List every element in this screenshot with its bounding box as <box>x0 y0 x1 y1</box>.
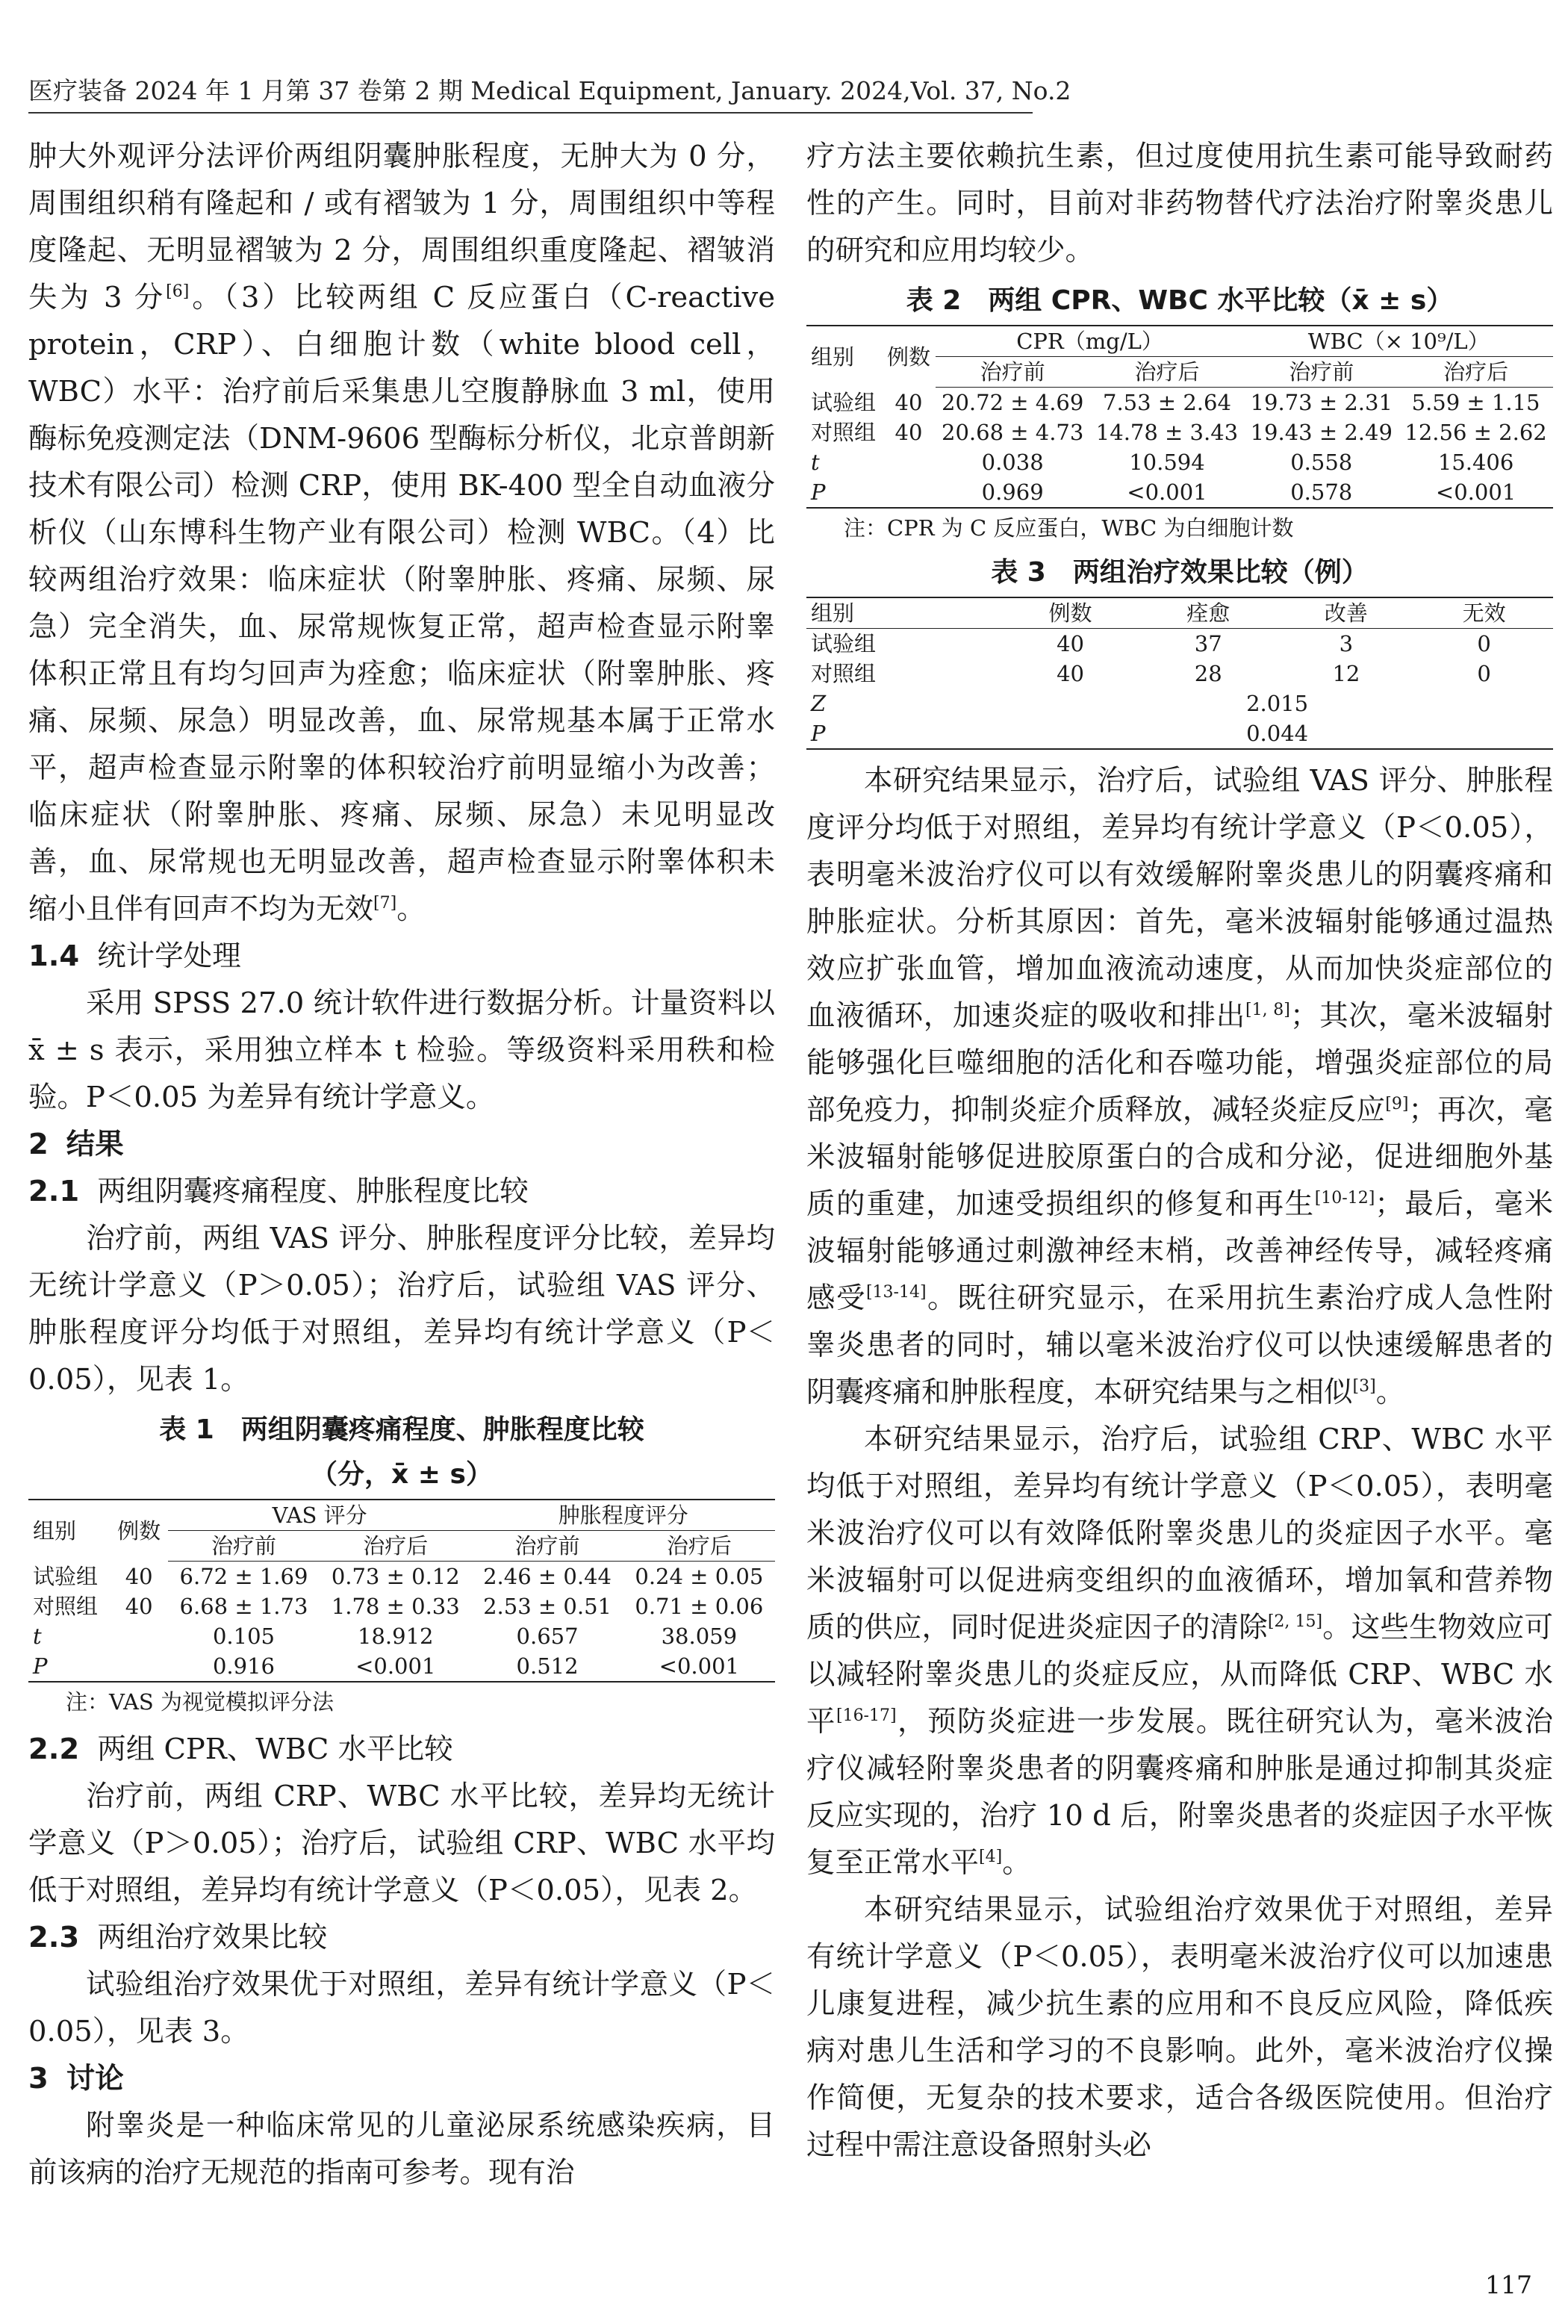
col-n: 例数 <box>882 326 936 388</box>
col-ineffective: 无效 <box>1415 597 1553 629</box>
table-cell: 40 <box>1057 631 1084 656</box>
table-cell <box>28 1621 110 1651</box>
table-cell: 对照组 <box>811 661 877 686</box>
table-cell: 2.53 ± 0.51 <box>483 1594 612 1619</box>
table-row <box>28 1562 775 1592</box>
table-row <box>806 447 1553 477</box>
left-paragraph-methods <box>28 133 775 933</box>
table-cell <box>28 1651 110 1682</box>
table1-note: 注：VAS 为视觉模拟评分法 <box>66 1689 335 1715</box>
table-cell: 对照组 <box>33 1594 99 1619</box>
stat-label: P <box>33 1653 48 1679</box>
table-cell: 19.43 ± 2.49 <box>1250 420 1393 445</box>
text-span: 。这些生物效应可以减轻附睾炎患儿的炎症反应，从而降低 CRP、WBC 水平 <box>806 1611 1553 1739</box>
table-cell: 14.78 ± 3.43 <box>1095 420 1239 445</box>
col-wbc: WBC（× 10⁹/L） <box>1244 326 1553 357</box>
table-row <box>806 417 1553 447</box>
table-cell <box>882 477 936 508</box>
table-cell: 0.657 <box>516 1624 579 1649</box>
col-vas: VAS 评分 <box>168 1500 472 1531</box>
section-heading-2 <box>28 1121 775 1168</box>
table-cell: 3 <box>1339 631 1354 656</box>
table-cell: 15.406 <box>1437 450 1514 475</box>
table-row <box>806 718 1553 749</box>
table-cell: 1.78 ± 0.33 <box>331 1594 460 1619</box>
paragraph-discussion-3: 本研究结果显示，试验组治疗效果优于对照组，差异有统计学意义（P＜0.05），表明毫米波治疗仪可以加速患儿康复进程，减少抗生素的应用和不良反应风险，降低疾病对患儿生活和学习的不良影响。此外，毫米波治疗仪操作简便，无复杂的技术要求，适合各级医院使用。但治疗过程中需注意设备照射头必 <box>806 1893 1553 2162</box>
stat-label: t <box>33 1624 42 1649</box>
paragraph-result-2-3: 试验组治疗效果优于对照组，差异有统计学意义（P＜0.05），见表 3。 <box>28 1968 775 2048</box>
table-cell: 0 <box>1477 661 1491 686</box>
table-cell <box>806 477 882 508</box>
col-group: 组别 <box>28 1500 110 1562</box>
table3-title: 表 3 两组治疗效果比较（例） <box>991 557 1369 588</box>
table-cell: 7.53 ± 2.64 <box>1103 390 1231 415</box>
table-cell: 19.73 ± 2.31 <box>1250 390 1393 415</box>
section-number: 2.3 <box>28 1921 80 1954</box>
table-cell: 0.916 <box>168 1651 320 1682</box>
table-cell <box>806 447 882 477</box>
text-span: 肿大外观评分法评价两组阴囊肿胀程度，无肿大为 0 分，周围组织稍有隆起和 / 或有褶皱为 1 分，周围组织中等程度隆起、无明显褶皱为 2 分，周围组织重度隆起、褶皱消失为 3 分 <box>28 140 775 314</box>
citation: [9] <box>1385 1095 1409 1114</box>
col-cured: 痊愈 <box>1139 597 1278 629</box>
table-cell <box>110 1651 167 1682</box>
table-cell: 20.68 ± 4.73 <box>942 420 1084 445</box>
paragraph-discussion-2 <box>806 1416 1553 1886</box>
text-span: 本研究结果显示，治疗后，试验组 CRP、WBC 水平均低于对照组，差异均有统计学意义（P＜0.05），表明毫米波治疗仪可以有效降低附睾炎患儿的炎症因子水平。毫米波辐射可以促进病变组织的血液循环，增加氧和营养物质的供应，同时促进炎症因子的清除 <box>806 1423 1553 1644</box>
section-title: 两组治疗效果比较 <box>97 1921 328 1954</box>
section-number: 3 <box>28 2062 49 2095</box>
table-row <box>28 1621 775 1651</box>
table-cell: 0.512 <box>471 1651 623 1682</box>
table-cell: 20.72 ± 4.69 <box>942 390 1084 415</box>
table-row <box>806 659 1553 689</box>
citation: [10-12] <box>1314 1189 1375 1208</box>
citation: [6] <box>166 282 190 302</box>
col-after: 治疗后 <box>1399 357 1553 388</box>
table-cell: 0.578 <box>1244 477 1399 508</box>
col-after: 治疗后 <box>623 1531 775 1562</box>
table-cell: 6.72 ± 1.69 <box>179 1564 308 1589</box>
stat-label: t <box>811 450 820 475</box>
table-cell: 12.56 ± 2.62 <box>1404 420 1547 445</box>
table-cell: 0.71 ± 0.06 <box>635 1594 764 1619</box>
table-cell: 0.038 <box>981 450 1044 475</box>
citation: [4] <box>979 1848 1003 1867</box>
section-title: 结果 <box>66 1128 124 1161</box>
text-span: 本研究结果显示，治疗后，试验组 VAS 评分、肿胀程度评分均低于对照组，差异均有统计学意义（P＜0.05），表明毫米波治疗仪可以有效缓解附睾炎患儿的阴囊疼痛和肿胀症状。分析其原因：首先，毫米波辐射能够通过温热效应扩张血管，增加血液流动速度，从而加快炎症部位的血液循环，加速炎症的吸收和排出 <box>806 764 1553 1033</box>
text-span: 。既往研究显示，在采用抗生素治疗成人急性附睾炎患者的同时，辅以毫米波治疗仪可以快速缓解患者的阴囊疼痛和肿胀程度，本研究结果与之相似 <box>806 1281 1553 1409</box>
table-row <box>806 388 1553 418</box>
section-number: 2 <box>28 1128 49 1161</box>
table1-title: 表 1 两组阴囊疼痛程度、肿胀程度比较 <box>159 1414 644 1445</box>
table-cell: 0 <box>1477 631 1491 656</box>
col-crp: CPR（mg/L） <box>936 326 1245 357</box>
table-cell <box>882 447 936 477</box>
paragraph-result-2-2: 治疗前，两组 CRP、WBC 水平比较，差异均无统计学意义（P＞0.05）；治疗后，试验组 CRP、WBC 水平均低于对照组，差异均有统计学意义（P＜0.05），见表 2。 <box>28 1780 775 1907</box>
section-heading-1-4 <box>28 933 775 980</box>
table-cell: 40 <box>1057 661 1084 686</box>
col-before: 治疗前 <box>168 1531 320 1562</box>
table2-note: 注：CPR 为 C 反应蛋白，WBC 为白细胞计数 <box>844 515 1294 541</box>
col-before: 治疗前 <box>936 357 1090 388</box>
section-title: 两组阴囊疼痛程度、肿胀程度比较 <box>97 1175 529 1208</box>
citation: [13-14] <box>865 1283 927 1302</box>
table-cell: 试验组 <box>811 389 877 415</box>
text-span: ，预防炎症进一步发展。既往研究认为，毫米波治疗仪减轻附睾炎患者的阴囊疼痛和肿胀是通过抑制其炎症反应实现的，治疗 10 d 后，附睾炎患者的炎症因子水平恢复至正常水平 <box>806 1705 1553 1880</box>
table-cell: 12 <box>1332 661 1360 686</box>
text-span: ；其次，毫米波辐射能够强化巨噬细胞的活化和吞噬功能，增强炎症部位的局部免疫力，抑制炎症介质释放，减轻炎症反应 <box>806 999 1553 1127</box>
table-cell: 28 <box>1194 661 1222 686</box>
text-span: 。 <box>1002 1846 1031 1880</box>
table-cell: 0.105 <box>212 1624 275 1649</box>
section-heading-2-3 <box>28 1914 775 1961</box>
citation: [2, 15] <box>1267 1612 1323 1632</box>
citation: [3] <box>1352 1377 1376 1396</box>
text-span: 。 <box>1375 1376 1405 1409</box>
section-title: 统计学处理 <box>97 939 241 973</box>
citation: [7] <box>373 894 397 913</box>
table-cell: 37 <box>1194 631 1222 656</box>
table-cell: 0.73 ± 0.12 <box>331 1564 460 1589</box>
table-3 <box>806 597 1553 750</box>
section-heading-2-1 <box>28 1168 775 1215</box>
table-cell: <0.001 <box>1090 477 1245 508</box>
citation: [16-17] <box>836 1706 897 1726</box>
paragraph-discussion-1 <box>806 757 1553 1416</box>
table-cell: 对照组 <box>811 420 877 445</box>
table-cell: 40 <box>895 420 923 445</box>
text-span: 。（3）比较两组 C 反应蛋白（C-reactive protein，CRP）、白细胞计数（white blood cell，WBC）水平：治疗前后采集患儿空腹静脉血 3 ml，使用酶标免疫测定法（DNM-9606 型酶标分析仪，北京普朗新技术有限公司）检测 CRP，使用 BK-400 型全自动血液分析仪（山东博科生物产业有限公司）检测 WBC。（4）比较两组治疗效果：临床症状（附睾肿胀、疼痛、尿频、尿急）完全消失，血、尿常规恢复正常，超声检查显示附睾体积正常且有均匀回声为痊愈；临床症状（附睾肿胀、疼痛、尿频、尿急）明显改善，血、尿常规基本属于正常水平，超声检查显示附睾的体积较治疗前明显缩小为改善；临床症状（附睾肿胀、疼痛、尿频、尿急）未见明显改善，血、尿常规也无明显改善，超声检查显示附睾体积未缩小且伴有回声不均为无效 <box>28 281 775 926</box>
col-group: 组别 <box>806 326 882 388</box>
col-before: 治疗前 <box>1244 357 1399 388</box>
table-cell <box>110 1621 167 1651</box>
table-1 <box>28 1499 775 1683</box>
stat-label: P <box>811 479 826 505</box>
section-title: 讨论 <box>66 2062 124 2095</box>
table-cell: 38.059 <box>661 1624 738 1649</box>
text-span: ；最后，毫米波辐射能够通过刺激神经末梢，改善神经传导，减轻疼痛感受 <box>806 1187 1553 1315</box>
table-row <box>806 477 1553 508</box>
right-column <box>806 133 1553 2169</box>
paragraph-discussion-start: 附睾炎是一种临床常见的儿童泌尿系统感染疾病，目前该病的治疗无规范的指南可参考。现有治 <box>28 2109 775 2190</box>
col-improved: 改善 <box>1278 597 1416 629</box>
table-row <box>28 1651 775 1682</box>
table-cell: <0.001 <box>623 1651 775 1682</box>
table-cell: 2.015 <box>1246 691 1309 716</box>
stat-label: P <box>811 721 826 746</box>
text-span: 。 <box>396 892 426 926</box>
col-n: 例数 <box>1001 597 1139 629</box>
table-row <box>806 689 1553 718</box>
section-title: 两组 CPR、WBC 水平比较 <box>97 1733 453 1766</box>
table-cell: <0.001 <box>320 1651 471 1682</box>
running-header: 医疗装备 2024 年 1 月第 37 卷第 2 期 Medical Equipment, January. 2024,Vol. 37, No.2 <box>28 76 1071 105</box>
table1-subtitle: （分，x̄ ± s） <box>311 1459 493 1490</box>
table-cell: 0.558 <box>1290 450 1353 475</box>
section-heading-2-2 <box>28 1726 775 1773</box>
stat-label: Z <box>811 691 827 716</box>
table-row <box>28 1591 775 1621</box>
col-after: 治疗后 <box>320 1531 471 1562</box>
table-cell: 试验组 <box>33 1563 99 1589</box>
table-cell: 试验组 <box>811 631 877 656</box>
table-cell <box>806 718 1001 749</box>
table-cell: 40 <box>125 1594 153 1619</box>
table-cell <box>806 689 1001 718</box>
section-number: 1.4 <box>28 939 80 973</box>
table-cell: 10.594 <box>1129 450 1205 475</box>
col-before: 治疗前 <box>471 1531 623 1562</box>
col-group: 组别 <box>806 597 1001 629</box>
paragraph-result-2-1: 治疗前，两组 VAS 评分、肿胀程度评分比较，差异均无统计学意义（P＞0.05）；治疗后，试验组 VAS 评分、肿胀程度评分均低于对照组，差异均有统计学意义（P＜0.05），见表 1。 <box>28 1222 775 1396</box>
header-rule <box>28 112 1033 114</box>
col-after: 治疗后 <box>1090 357 1245 388</box>
table-cell: 5.59 ± 1.15 <box>1411 390 1540 415</box>
table-cell: 18.912 <box>358 1624 434 1649</box>
table-cell: 6.68 ± 1.73 <box>179 1594 308 1619</box>
col-swelling: 肿胀程度评分 <box>471 1500 775 1531</box>
col-n: 例数 <box>110 1500 167 1562</box>
table-cell: 40 <box>125 1563 153 1589</box>
citation: [1, 8] <box>1245 1001 1290 1020</box>
table-cell: <0.001 <box>1399 477 1553 508</box>
table-cell: 0.044 <box>1001 718 1553 749</box>
table-cell: 40 <box>895 389 923 415</box>
paragraph-statistics: 采用 SPSS 27.0 统计软件进行数据分析。计量资料以 x̄ ± s 表示，采用独立样本 t 检验。等级资料采用秩和检验。P＜0.05 为差异有统计学意义。 <box>28 987 775 1114</box>
table-2 <box>806 325 1553 509</box>
table-cell: 2.46 ± 0.44 <box>483 1564 612 1589</box>
paragraph-discussion-cont: 疗方法主要依赖抗生素，但过度使用抗生素可能导致耐药性的产生。同时，目前对非药物替代疗法治疗附睾炎患儿的研究和应用均较少。 <box>806 140 1553 267</box>
left-column <box>28 133 775 2196</box>
table-cell: 0.24 ± 0.05 <box>635 1564 764 1589</box>
table-cell: 0.969 <box>936 477 1090 508</box>
page-number: 117 <box>1485 2270 1532 2299</box>
text-span: ；再次，毫米波辐射能够促进胶原蛋白的合成和分泌，促进细胞外基质的重建，加速受损组织的修复和再生 <box>806 1093 1553 1221</box>
section-heading-3 <box>28 2055 775 2102</box>
table-row <box>806 629 1553 659</box>
section-number: 2.2 <box>28 1733 80 1766</box>
table2-title: 表 2 两组 CPR、WBC 水平比较（x̄ ± s） <box>906 285 1454 316</box>
section-number: 2.1 <box>28 1175 80 1208</box>
